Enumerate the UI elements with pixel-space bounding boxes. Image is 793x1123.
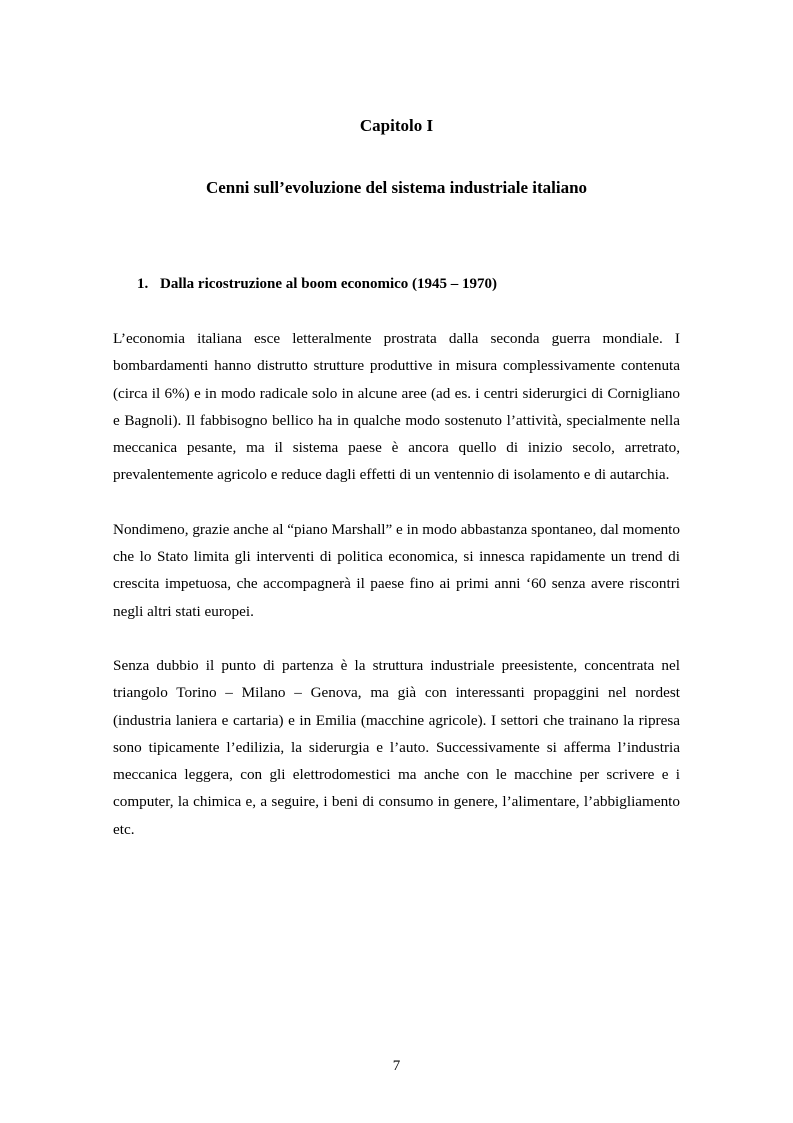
paragraph: Senza dubbio il punto di partenza è la struttura industriale preesistente, concentrata nel triangolo Torino – Milano – Genova, ma già con interessanti propaggini nel nordest (industria laniera e cartaria) e in Emilia (macchine agricole). I settori che trainano la ripresa sono tipicamente l’edilizia, la siderurgia e l’auto. Successivamente si afferma l’industria meccanica leggera, con gli elettrodomestici ma anche con le macchine per scrivere e i computer, la chimica e, a seguire, i beni di consumo in genere, l’alimentare, l’abbigliamento etc. [113,656,680,838]
section-number: 1. [137,276,149,292]
body-text [113,325,680,870]
paragraph: L’economia italiana esce letteralmente prostrata dalla seconda guerra mondiale. I bombardamenti hanno distrutto strutture produttive in misura complessivamente contenuta (circa il 6%) e in modo radicale solo in alcune aree (ad es. i centri siderurgici di Cornigliano e Bagnoli). Il fabbisogno bellico ha in qualche modo sostenuto l’attività, specialmente nella meccanica pesante, ma il sistema paese è ancora quello di inizio secolo, arretrato, prevalentemente agricolo e reduce dagli effetti di un ventennio di isolamento e di autarchia. [113,330,680,484]
paragraph: Nondimeno, grazie anche al “piano Marshall” e in modo abbastanza spontaneo, dal momento che lo Stato limita gli interventi di politica economica, si innesca rapidamente un trend di crescita impetuosa, che accompagnerà il paese fino ai primi anni ‘60 senza avere riscontri negli altri stati europei. [113,520,680,620]
section-heading [137,274,497,294]
section-title: Dalla ricostruzione al boom economico (1945 – 1970) [160,276,498,292]
page-number: 7 [392,1058,401,1074]
chapter-label: Capitolo I [359,116,434,135]
chapter-title: Cenni sull’evoluzione del sistema industriale italiano [205,178,588,197]
